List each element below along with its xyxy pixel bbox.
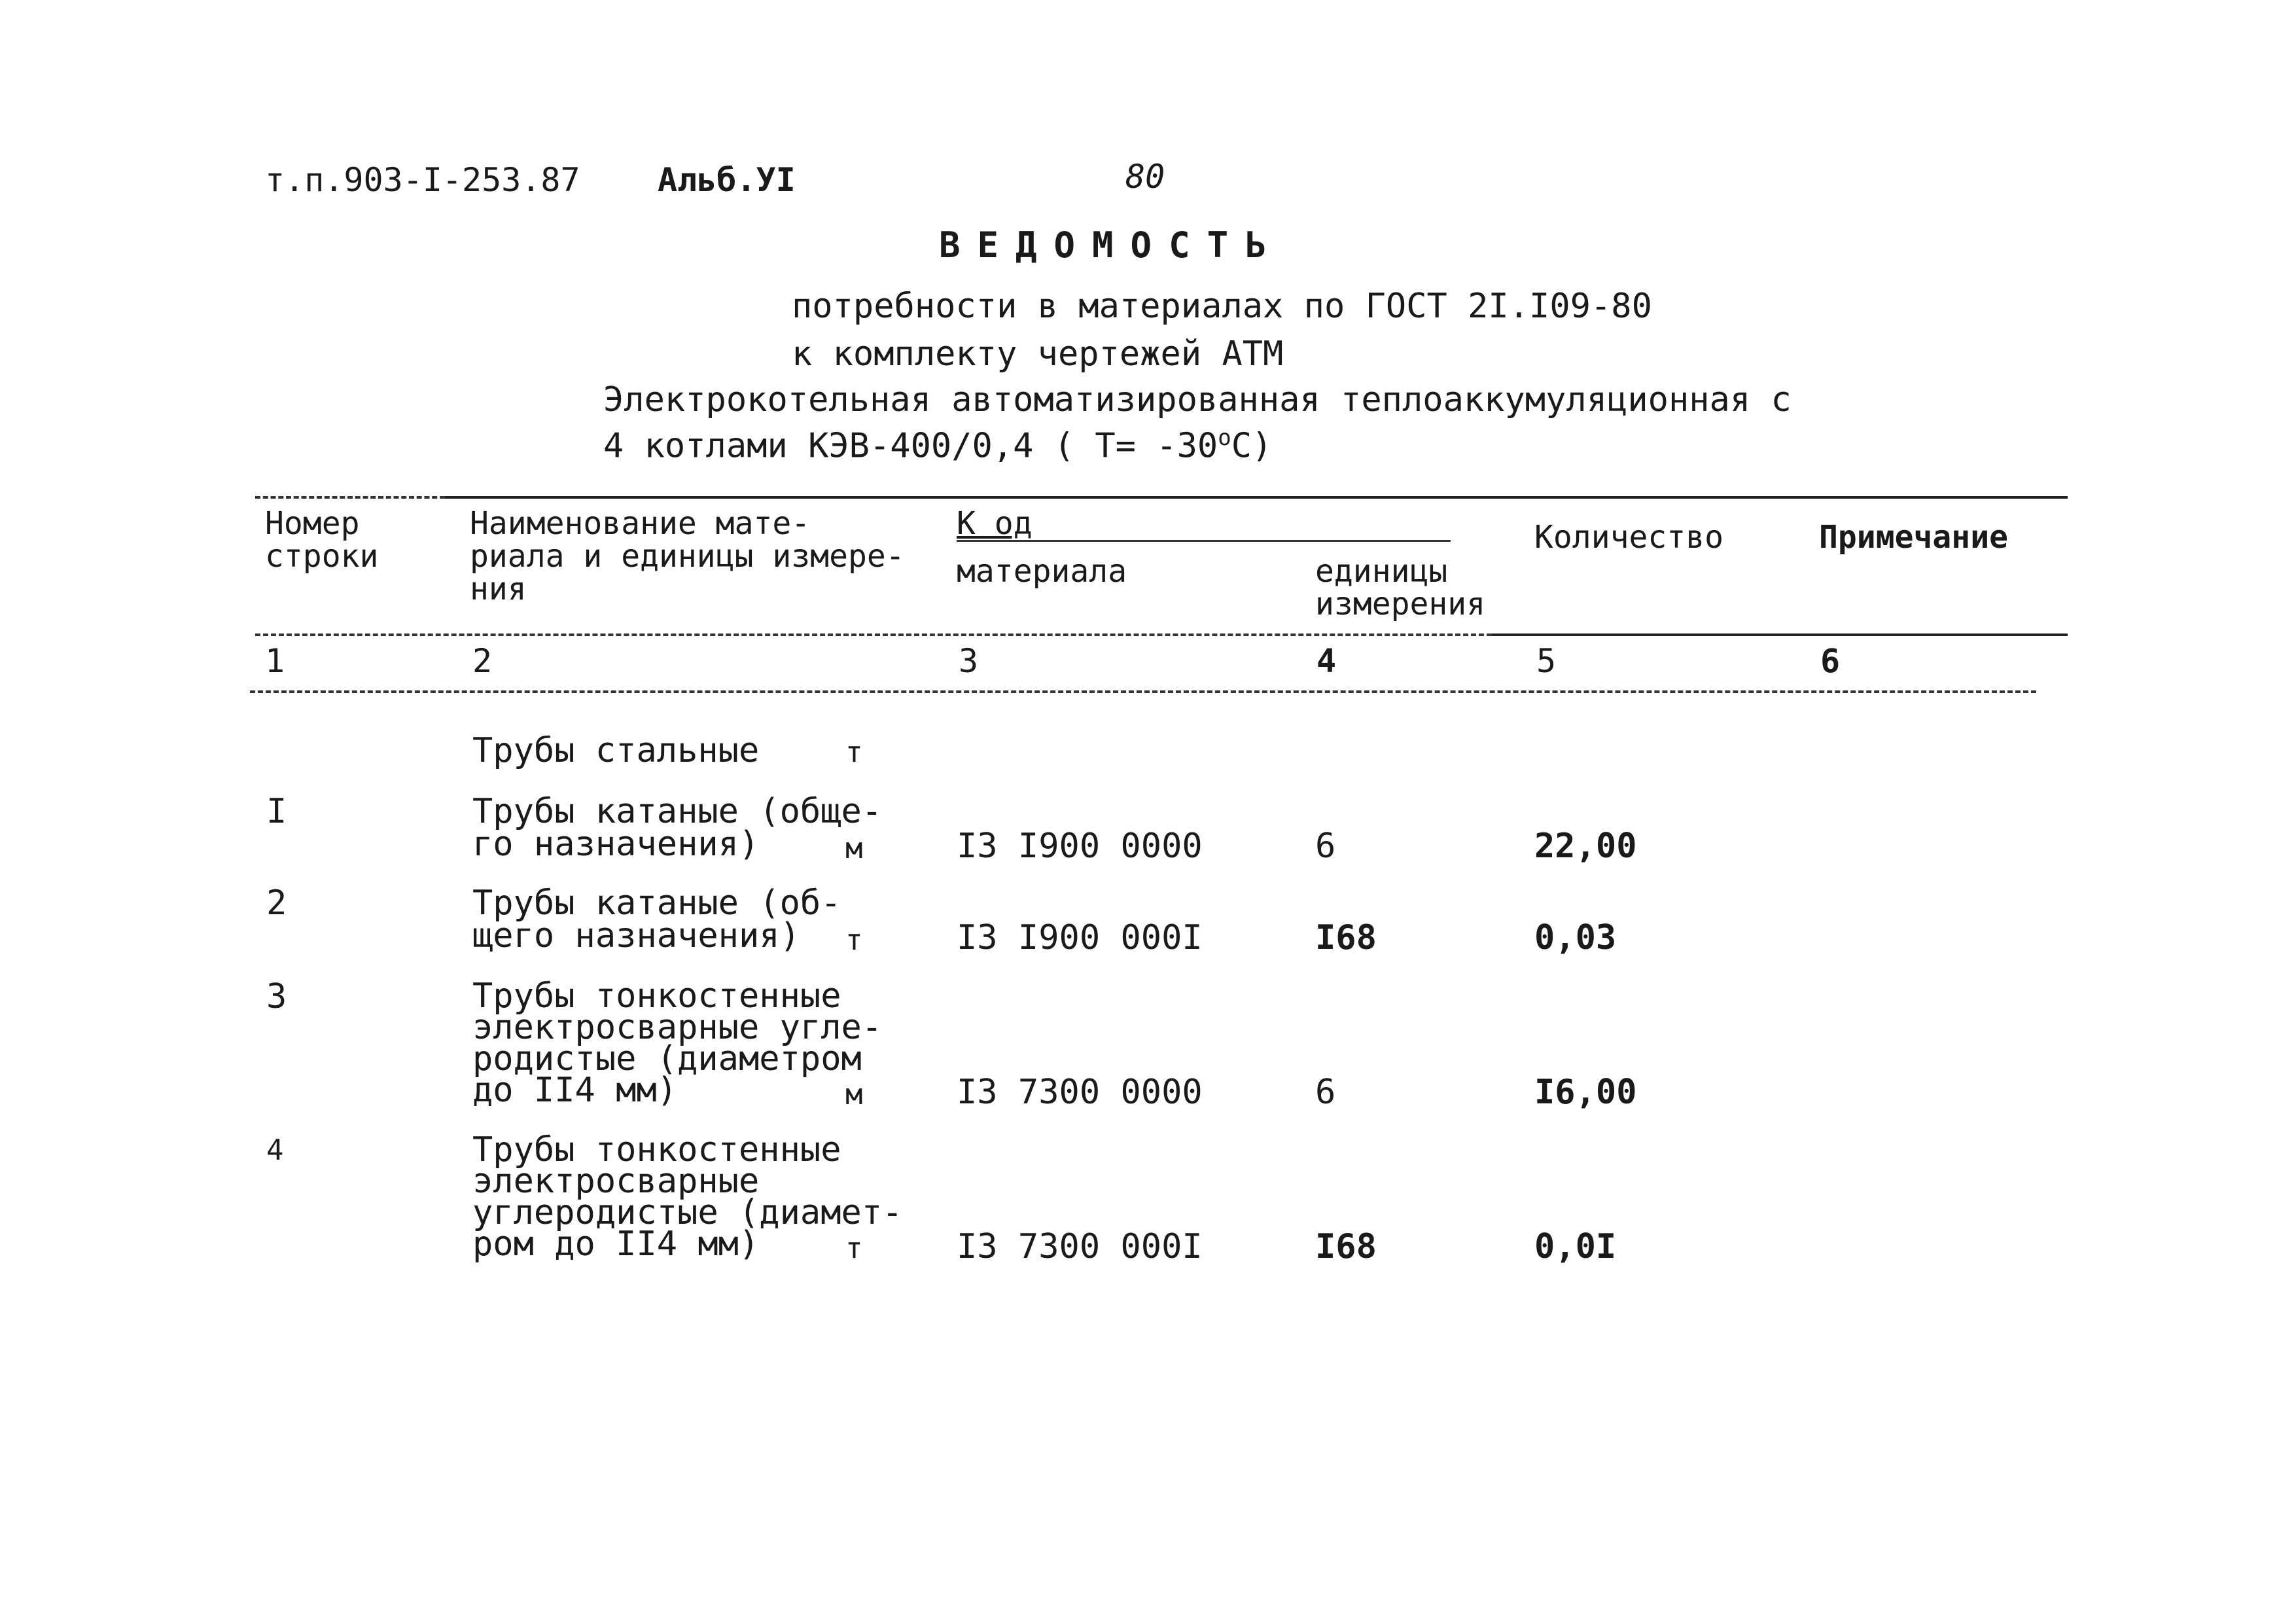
column-number-5: 5 <box>1536 642 1557 680</box>
row-2-unit-code: I68 <box>1315 918 1377 957</box>
header-note: Примечание <box>1819 519 2008 556</box>
row-2-number: 2 <box>266 883 287 923</box>
page-number: 80 <box>1125 158 1165 196</box>
row-1-number: I <box>266 792 287 831</box>
header-material-code: материала <box>957 553 1127 590</box>
row-4-material-code: I3 7300 000I <box>957 1227 1203 1266</box>
column-numbers-rule <box>250 690 2036 693</box>
document-code: т.п.903-I-253.87 <box>265 161 580 199</box>
header-unit-code: единицы измерения <box>1315 553 1486 622</box>
column-number-4: 4 <box>1316 642 1337 680</box>
table-top-rule <box>445 496 2068 499</box>
row-3-material-code: I3 7300 0000 <box>957 1073 1203 1112</box>
header-quantity: Количество <box>1534 519 1723 556</box>
row-4-quantity: 0,0I <box>1534 1227 1617 1266</box>
column-number-2: 2 <box>472 642 493 680</box>
table-top-rule-dashed <box>255 496 445 499</box>
column-number-6: 6 <box>1820 642 1841 680</box>
row-1-unit-code: 6 <box>1315 827 1336 866</box>
header-bottom-rule <box>1492 633 2068 636</box>
code-group-rule <box>957 540 1451 542</box>
degree-superscript: о <box>1218 425 1231 451</box>
subtitle-line-2: к комплекту чертежей АТМ <box>792 334 1284 374</box>
subtitle-line-4-prefix: 4 котлами КЭВ-400/0,4 ( Т= -30 <box>603 426 1218 466</box>
column-number-3: 3 <box>959 642 979 680</box>
section-name: Трубы стальные <box>472 731 760 770</box>
row-1-material-code: I3 I900 0000 <box>957 827 1203 866</box>
row-3-quantity: I6,00 <box>1534 1073 1637 1112</box>
header-material-name: Наименование мате- риала и единицы измере- ния <box>470 505 905 607</box>
row-1-name: Трубы катаные (обще- го назначения) <box>472 792 883 864</box>
section-unit: т <box>845 736 863 769</box>
row-1-unit: м <box>845 832 863 865</box>
subtitle-line-3: Электрокотельная автоматизированная теплоаккумуляционная с <box>603 380 1792 419</box>
album-label: Альб.УI <box>658 161 796 199</box>
row-3-name: Трубы тонкостенные электросварные угле- родистые (диаметром до II4 мм) <box>472 976 883 1110</box>
column-number-1: 1 <box>265 642 285 680</box>
header-bottom-rule-dashed <box>255 633 1492 636</box>
row-2-quantity: 0,03 <box>1534 918 1617 957</box>
row-4-unit: т <box>845 1232 863 1265</box>
document-title: ВЕДОМОСТЬ <box>939 224 1284 266</box>
row-2-unit: т <box>845 923 863 957</box>
row-4-name: Трубы тонкостенные электросварные углеродистые (диамет- ром до II4 мм) <box>472 1130 903 1264</box>
row-2-name: Трубы катаные (об- щего назначения) <box>472 883 841 955</box>
row-3-number: 3 <box>266 977 287 1016</box>
row-1-quantity: 22,00 <box>1534 827 1637 866</box>
header-row-number: Номер строки <box>265 505 379 575</box>
row-3-unit: м <box>845 1078 863 1111</box>
header-code-group: К од <box>957 505 1033 542</box>
subtitle-line-4-suffix: С) <box>1231 426 1273 466</box>
row-3-unit-code: 6 <box>1315 1073 1336 1112</box>
subtitle-line-1: потребности в материалах по ГОСТ 2I.I09-80 <box>792 287 1652 326</box>
row-4-unit-code: I68 <box>1315 1227 1377 1266</box>
subtitle-line-4 <box>603 425 1273 466</box>
row-2-material-code: I3 I900 000I <box>957 918 1203 957</box>
row-4-number: 4 <box>266 1133 284 1167</box>
